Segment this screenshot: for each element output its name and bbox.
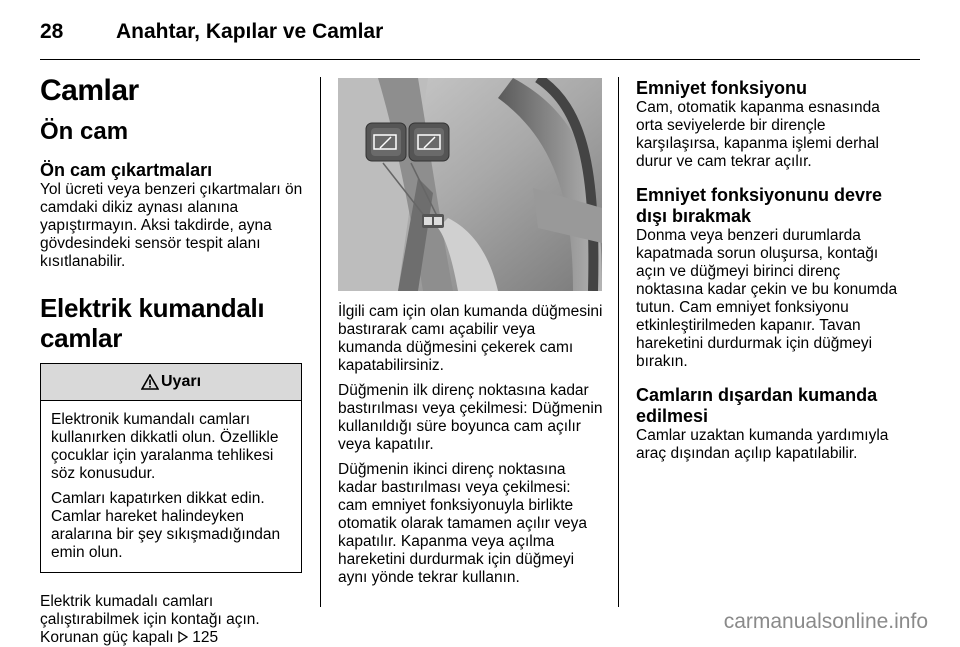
warning-header — [41, 364, 301, 401]
page-number: 28 — [40, 20, 64, 43]
paragraph: Düğmenin ikinci direnç noktasına kadar bastırılması veya çekilmesi: cam emniyet fonksiyonuyla birlikte otomatik olarak tamamen açılır veya kapatılır. Kapanma veya açılma hareketini durdurmak için düğmeyi aynı yönde tekrar kullanın. — [338, 461, 587, 586]
column-2 — [338, 78, 603, 587]
page-header — [40, 20, 920, 58]
paragraph: İlgili cam için olan kumanda düğmesini bastırarak camı açabilir veya kumanda düğmesini çekerek camı kapatabilirsiniz. — [338, 303, 603, 374]
warning-triangle-icon — [141, 374, 159, 390]
subsection-title-windows: Elektrik kumandalı camlar — [40, 293, 265, 353]
section-title: Camlar — [40, 74, 139, 107]
page-reference-arrow-icon — [178, 631, 188, 643]
header-rule — [40, 59, 920, 60]
watermark: carmanualsonline.info — [723, 610, 928, 633]
paragraph: Donma veya benzeri durumlarda kapatmada sorun oluşursa, kontağı açın ve düğmeyi birinci direnç noktasına kadar çekin ve bu konumda tutun. Cam emniyet fonksiyonu etkinleştirilmeden kapanır. Tavan hareketini durdurmak için düğmeyi bırakın. — [636, 227, 898, 370]
warning-title: Uyarı — [160, 373, 202, 390]
warning-paragraph: Elektronik kumandalı camları kullanırken dikkatli olun. Özellikle çocuklar için yaralanma tehlikesi söz konusudur. — [51, 411, 279, 482]
paragraph: Camlar uzaktan kumanda yardımıyla araç dışından açılıp kapatılabilir. — [636, 427, 889, 462]
paragraph: Cam, otomatik kapanma esnasında orta seviyelerde bir dirençle karşılaşırsa, kapanma işlemi derhal durur ve cam tekrar açılır. — [636, 99, 880, 170]
running-title: Anahtar, Kapılar ve Camlar — [116, 20, 384, 43]
column-1 — [40, 74, 305, 647]
subsection-title: Ön cam — [40, 118, 129, 145]
reference-text: Korunan güç kapalı — [40, 629, 174, 646]
warning-box — [40, 363, 302, 573]
heading-remote-windows: Camların dışardan kumanda edilmesi — [636, 385, 878, 426]
warning-paragraph: Camları kapatırken dikkat edin. Camlar hareket halindeyken aralarına bir şey sıkışmadığından emin olun. — [51, 490, 281, 561]
column-divider-1 — [320, 77, 321, 607]
column-3 — [636, 78, 906, 463]
column-divider-2 — [618, 77, 619, 607]
page-reference[interactable]: 125 — [192, 629, 219, 646]
paragraph: Yol ücreti veya benzeri çıkartmaları ön camdaki dikiz aynası alanına yapıştırmayın. Aksi takdirde, ayna gövdesindeki sensör tespit alanı kısıtlanabilir. — [40, 181, 303, 270]
paragraph: Düğmenin ilk direnç noktasına kadar bastırılması veya çekilmesi: Düğmenin kullanıldığı süre boyunca cam açılır veya kapatılır. — [338, 382, 603, 453]
paragraph: Elektrik kumadalı camları çalıştırabilmek için kontağı açın. — [40, 593, 260, 628]
window-switch-photo — [338, 78, 602, 291]
heading-disable-safety: Emniyet fonksiyonunu devre dışı bırakmak — [636, 185, 883, 226]
heading-safety-function: Emniyet fonksiyonu — [636, 78, 808, 98]
topic-heading: Ön cam çıkartmaları — [40, 160, 213, 180]
paragraph-reference — [40, 629, 305, 647]
warning-body — [41, 401, 301, 572]
